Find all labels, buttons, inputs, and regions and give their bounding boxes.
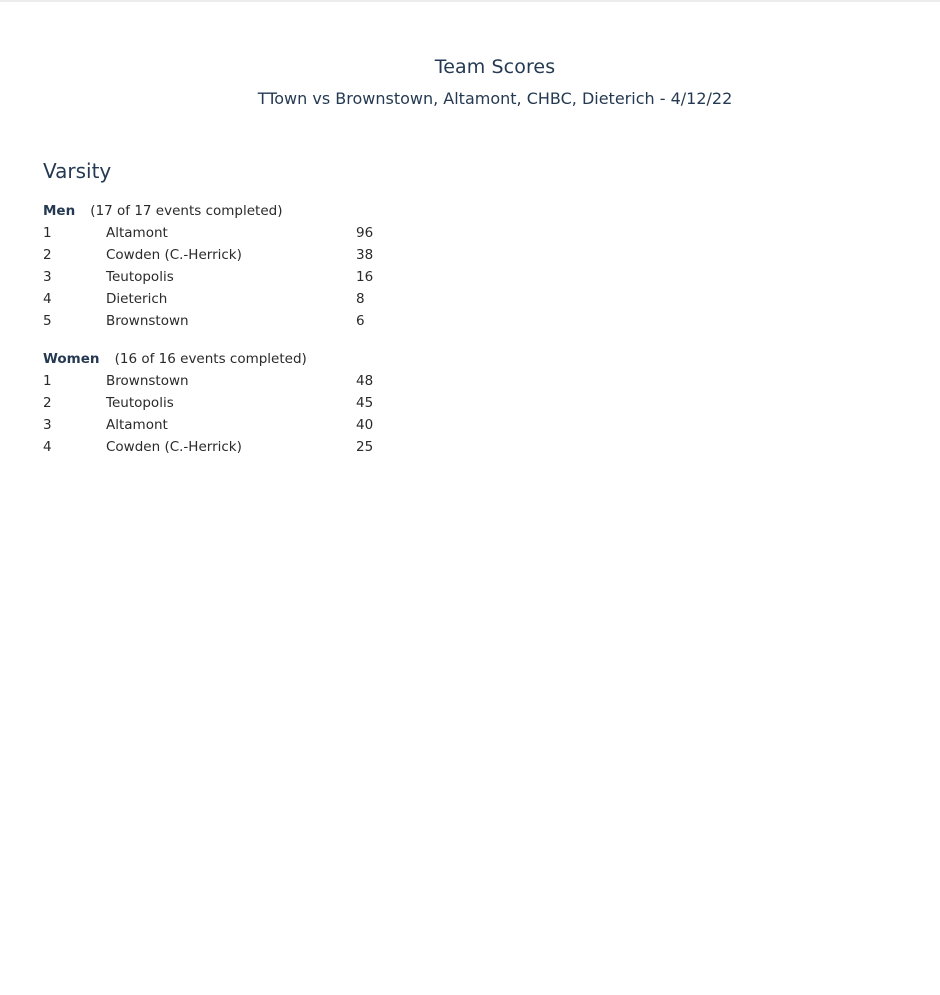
men-label: Men [43, 203, 76, 219]
team-name: Brownstown [106, 373, 189, 389]
place: 4 [43, 291, 52, 307]
place: 2 [43, 247, 52, 263]
women-label: Women [43, 351, 100, 367]
team-points: 96 [356, 225, 374, 241]
team-points: 48 [356, 373, 374, 389]
table-row [43, 288, 403, 310]
team-points: 16 [356, 269, 374, 285]
meet-subtitle: TTown vs Brownstown, Altamont, CHBC, Dieterich - 4/12/22 [257, 89, 733, 108]
men-header [43, 198, 403, 222]
team-points: 6 [356, 313, 365, 329]
team-points: 40 [356, 417, 374, 433]
place: 1 [43, 373, 52, 389]
place: 3 [43, 269, 52, 285]
team-name: Brownstown [106, 313, 189, 329]
table-row [43, 310, 403, 332]
page-title: Team Scores [434, 56, 556, 78]
team-name: Altamont [106, 225, 168, 241]
team-name: Teutopolis [106, 269, 174, 285]
place: 1 [43, 225, 52, 241]
place: 2 [43, 395, 52, 411]
place: 4 [43, 439, 52, 455]
table-row [43, 266, 403, 288]
table-row [43, 244, 403, 266]
team-name: Cowden (C.-Herrick) [106, 439, 242, 455]
table-row [43, 370, 403, 392]
team-name: Cowden (C.-Herrick) [106, 247, 242, 263]
women-header [43, 346, 403, 370]
top-divider [0, 0, 940, 2]
table-row [43, 414, 403, 436]
table-row [43, 392, 403, 414]
section-title-varsity: Varsity [43, 159, 112, 183]
table-row [43, 436, 403, 458]
women-status: (16 of 16 events completed) [114, 351, 307, 367]
place: 5 [43, 313, 52, 329]
team-name: Altamont [106, 417, 168, 433]
men-status: (17 of 17 events completed) [90, 203, 283, 219]
team-points: 38 [356, 247, 374, 263]
table-row [43, 222, 403, 244]
team-points: 8 [356, 291, 365, 307]
team-name: Teutopolis [106, 395, 174, 411]
team-points: 25 [356, 439, 374, 455]
team-name: Dieterich [106, 291, 168, 307]
men-results [43, 198, 403, 332]
team-points: 45 [356, 395, 374, 411]
place: 3 [43, 417, 52, 433]
women-results [43, 346, 403, 458]
